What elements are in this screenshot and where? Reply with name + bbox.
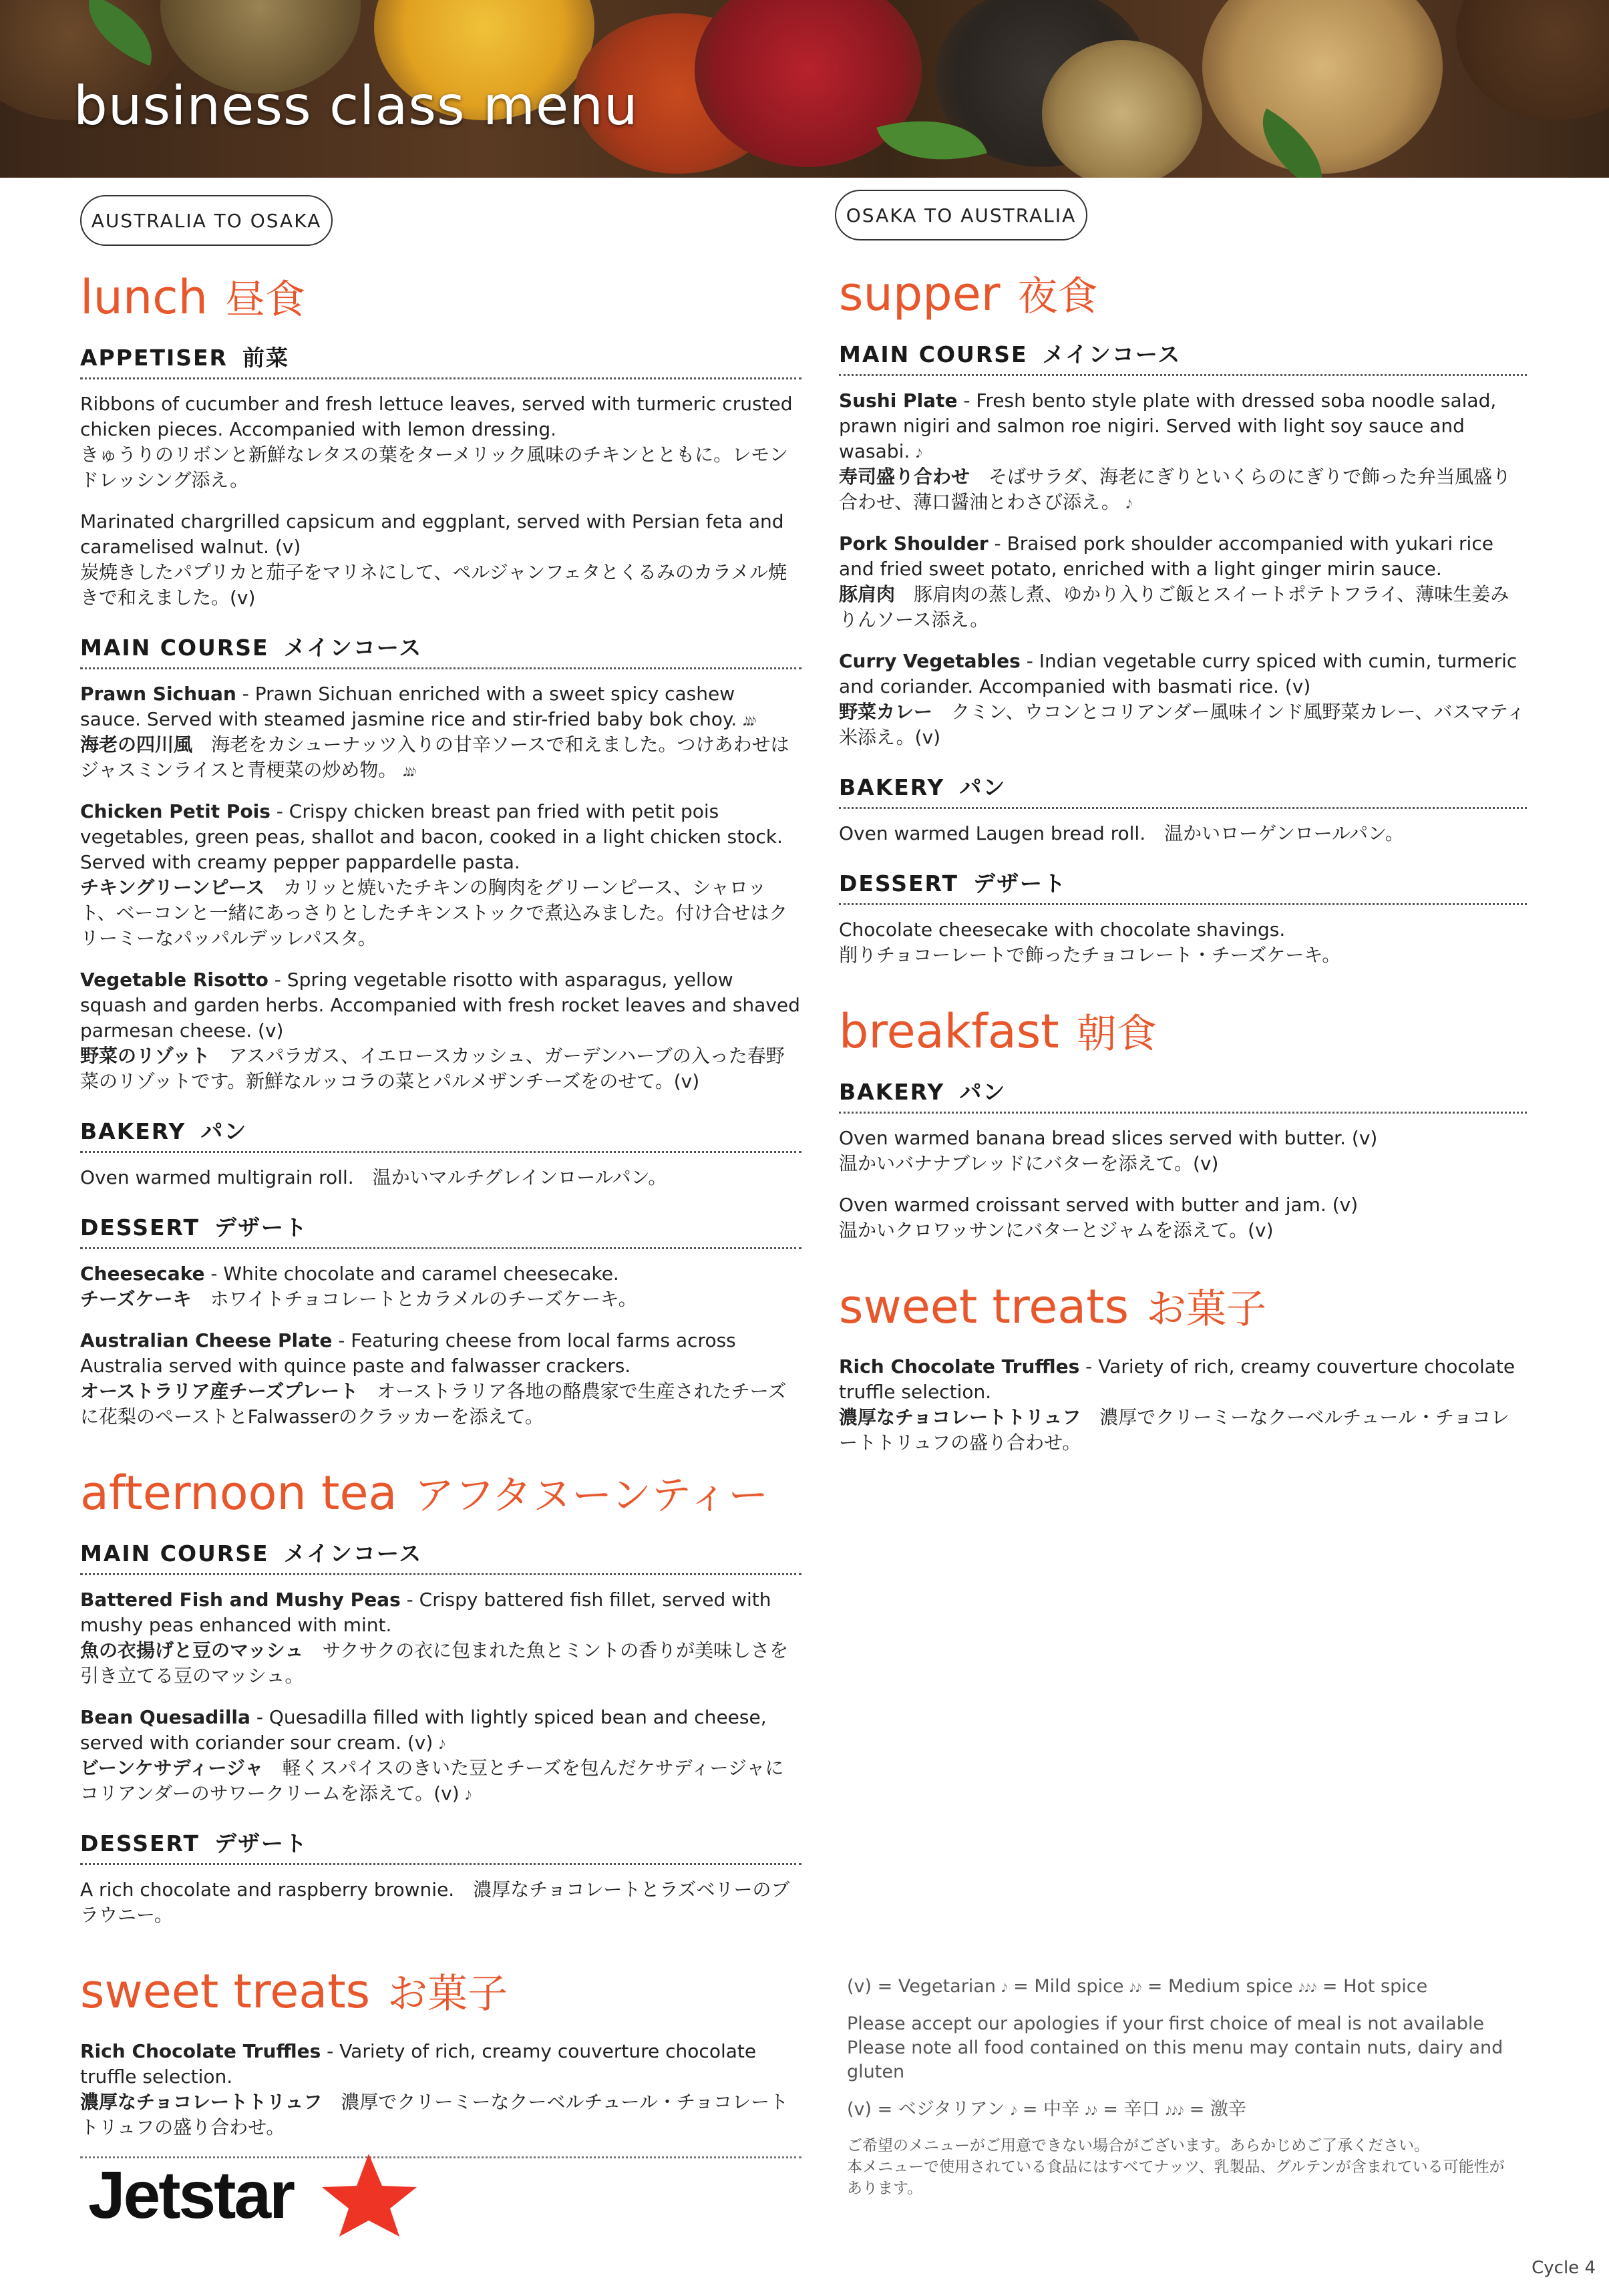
item-name-jp: 濃厚なチョコレートトリュフ	[80, 2091, 323, 2113]
item-name: Curry Vegetables	[839, 650, 1021, 672]
legend-spice-key-jp: (v) = ベジタリアン 𝆕 = 中辛 𝆕𝆕 = 辛口 𝆕𝆕𝆕 = 激辛	[847, 2099, 1246, 2120]
meal-title: sweet treats	[839, 1279, 1129, 1334]
menu-item	[839, 917, 1527, 968]
item-description-jp: カリッと焼いたチキンの胸肉をグリーンピース、シャロット、ベーコンと一緒にあっさりとしたチキンストックで煮込みました。付け合せはクリーミーなパッパルデッレパスタ。	[80, 876, 788, 949]
item-description: Braised pork shoulder accompanied with yukari rice and fried sweet potato, enriched with a light ginger mirin sauce.	[839, 532, 1493, 580]
menu-item: Battered Fish and Mushy Peas - Crispy battered fish fillet, served with mushy peas enhanced with mint. 魚の衣揚げと豆のマッシュ サクサクの衣に包まれた魚とミントの香りが美味しさを引き立てる豆のマッシュ。	[80, 1589, 789, 1687]
item-description: Oven warmed banana bread slices served with butter. (v)	[839, 1127, 1378, 1149]
item-description: A rich chocolate and raspberry brownie.	[80, 1878, 455, 1901]
category-label-jp: デザート	[972, 870, 1067, 896]
star-icon	[322, 2154, 417, 2237]
item-name: Sushi Plate	[839, 389, 958, 412]
meal-lunch	[80, 270, 801, 1430]
item-name-jp: 寿司盛り合わせ	[839, 466, 970, 488]
category-bakery	[839, 1075, 1527, 1114]
legend-apology: Please accept our apologies if your first choice of meal is not available	[847, 2013, 1485, 2034]
menu-item: Rich Chocolate Truffles - Variety of rich, creamy couverture chocolate truffle selection. 濃厚なチョコレートトリュフ 濃厚でクリーミーなクーベルチュール・チョコレートトリュフの盛り合わせ。	[839, 1355, 1515, 1454]
category-dessert	[80, 1826, 801, 1865]
item-description-jp: きゅうりのリボンと新鮮なレタスの葉をターメリック風味のチキンとともに。レモンドレッシング添え。	[80, 444, 789, 491]
jetstar-logo-graphic	[88, 2144, 435, 2238]
item-description: Prawn Sichuan enriched with a sweet spicy cashew sauce. Served with steamed jasmine rice and stir-fried baby bok choy.	[80, 683, 737, 730]
item-description: Oven warmed multigrain roll.	[80, 1166, 354, 1188]
meal-title: sweet treats	[80, 1964, 371, 2019]
item-description: Oven warmed Laugen bread roll.	[839, 822, 1146, 844]
item-description-jp: 温かいバナナブレッドにバターを添えて。(v)	[839, 1152, 1219, 1174]
right-column	[839, 267, 1527, 1472]
spice-icon: 𝆕	[465, 1782, 469, 1804]
item-description-jp: 濃厚なチョコレートとラズベリーのブラウニー。	[80, 1878, 790, 1926]
menu-item: Sushi Plate - Fresh bento style plate with dressed soba noodle salad, prawn nigiri and salmon roe nigiri. Served with light soy sauce and wasabi. 𝆕 寿司盛り合わせ そばサラダ、海老にぎりといくらのにぎりで飾った弁当風盛り合わせ、薄口醤油とわさび添え。 𝆕	[839, 389, 1511, 513]
legend-spice-key: (v) = Vegetarian 𝆕 = Mild spice 𝆕𝆕 = Medium spice 𝆕𝆕𝆕 = Hot spice	[847, 1976, 1428, 1997]
menu-item: Cheesecake - White chocolate and caramel cheesecake. チーズケーキ ホワイトチョコレートとカラメルのチーズケーキ。	[80, 1263, 637, 1310]
item-description: Oven warmed croissant served with butter and jam. (v)	[839, 1194, 1359, 1216]
item-description: Quesadilla filled with lightly spiced bean and cheese, served with coriander sour cream. (v)	[80, 1706, 767, 1754]
left-column	[80, 270, 801, 2158]
category-label-jp: メインコース	[283, 1540, 423, 1567]
category-dessert	[839, 866, 1527, 905]
menu-item	[839, 821, 1527, 846]
menu-item: Pork Shoulder - Braised pork shoulder accompanied with yukari rice and fried sweet potato, enriched with a light ginger mirin sauce. 豚肩肉 豚肩肉の蒸し煮、ゆかり入りご飯とスイートポテトフライ、薄味生姜みりんソース添え。	[839, 532, 1509, 631]
legend-allergy: Please note all food contained on this menu may contain nuts, dairy and gluten	[847, 2037, 1503, 2082]
item-description: Featuring cheese from local farms across Australia served with quince paste and falwasser crackers.	[80, 1329, 736, 1377]
item-description: Crispy chicken breast pan fried with petit pois vegetables, green peas, shallot and bacon, cooked in a light chicken stock. Served with creamy pepper pappardelle pasta.	[80, 800, 783, 873]
item-name-jp: 豚肩肉	[839, 583, 896, 605]
meal-title: breakfast	[839, 1004, 1059, 1059]
item-name-jp: オーストラリア産チーズプレート	[80, 1380, 359, 1402]
menu-item	[80, 1877, 801, 1928]
cycle-label: Cycle 4	[1532, 2258, 1596, 2278]
menu-item: Chicken Petit Pois - Crispy chicken breast pan fried with petit pois vegetables, green peas, shallot and bacon, cooked in a light chicken stock. Served with creamy pepper pappardelle pasta. チキングリーンピース カリッと焼いたチキンの胸肉をグリーンピース、シャロット、ベーコンと一緒にあっさりとしたチキンストックで煮込みました。付け合せはクリーミーなパッパルデッレパスタ。	[80, 800, 788, 949]
legend	[847, 1975, 1515, 2212]
item-name-jp: チキングリーンピース	[80, 876, 265, 898]
item-description: Variety of rich, creamy couverture chocolate truffle selection.	[839, 1355, 1515, 1403]
meal-title: afternoon tea	[80, 1466, 397, 1520]
category-appetiser	[80, 341, 801, 379]
category-label: MAIN COURSE	[80, 1540, 269, 1567]
item-description-jp: 温かいマルチグレインロールパン。	[372, 1166, 667, 1188]
item-description: Chocolate cheesecake with chocolate shavings.	[839, 919, 1286, 941]
category-main-course	[80, 631, 801, 669]
item-description-jp: 削りチョコーレートで飾ったチョコレート・チーズケーキ。	[839, 944, 1341, 966]
item-description-jp: 濃厚でクリーミーなクーベルチュール・チョコレートトリュフの盛り合わせ。	[839, 1406, 1510, 1454]
menu-item	[839, 1126, 1527, 1176]
category-label: BAKERY	[839, 1079, 945, 1105]
category-label-jp: パン	[200, 1118, 248, 1144]
item-name: Chicken Petit Pois	[80, 800, 271, 822]
category-label: BAKERY	[839, 774, 945, 800]
item-description: Marinated chargrilled capsicum and eggplant, served with Persian feta and caramelised walnut. (v)	[80, 510, 784, 558]
item-name: Battered Fish and Mushy Peas	[80, 1589, 401, 1611]
meal-sweet-treats	[80, 1964, 801, 2158]
menu-item	[80, 391, 801, 493]
category-bakery	[839, 770, 1527, 809]
menu-item: Rich Chocolate Truffles - Variety of rich, creamy couverture chocolate truffle selection. 濃厚なチョコレートトリュフ 濃厚でクリーミーなクーベルチュール・チョコレートトリュフの盛り合わせ。	[80, 2040, 789, 2138]
category-label: BAKERY	[80, 1118, 186, 1144]
category-bakery	[80, 1114, 801, 1153]
item-description: White chocolate and caramel cheesecake.	[223, 1263, 619, 1285]
spice-icon: 𝆕	[916, 440, 920, 462]
menu-item: Curry Vegetables - Indian vegetable curry spiced with cumin, turmeric and coriander. Accompanied with basmati rice. (v) 野菜カレー クミン、ウコンとコリアンダー風味インド風野菜カレー、バスマティ米添え。(v)	[839, 650, 1526, 748]
category-label-jp: 前菜	[242, 345, 289, 371]
meal-title-jp: 昼食	[225, 277, 306, 323]
item-description-jp: 濃厚でクリーミーなクーベルチュール・チョコレートトリュフの盛り合わせ。	[80, 2091, 789, 2138]
jetstar-logo	[88, 2144, 435, 2241]
item-description-jp: 温かいクロワッサンにバターとジャムを添えて。(v)	[839, 1219, 1274, 1241]
item-name-jp: 海老の四川風	[80, 733, 193, 756]
menu-item	[80, 1165, 801, 1190]
spice-icon: 𝆕	[439, 1732, 443, 1754]
meal-afternoon-tea	[80, 1466, 801, 1928]
category-dessert	[80, 1210, 801, 1249]
item-description: Spring vegetable risotto with asparagus, yellow squash and garden herbs. Accompanied with fresh rocket leaves and shaved parmesan cheese. (v)	[80, 969, 800, 1041]
meal-supper	[839, 267, 1527, 968]
item-description-jp: 海老をカシューナッツ入りの甘辛ソースで和えました。つけあわせはジャスミンライスと青梗菜の炒め物。	[80, 733, 789, 781]
item-description-jp: 軽くスパイスのきいた豆とチーズを包んだケサディージャにコリアンダーのサワークリームを添えて。(v)	[80, 1757, 784, 1804]
route-osaka-to-australia	[835, 190, 1087, 240]
category-label-jp: デザート	[214, 1214, 308, 1241]
item-name: Rich Chocolate Truffles	[80, 2040, 321, 2062]
meal-title-jp: お菓子	[1146, 1286, 1267, 1333]
item-name: Bean Quesadilla	[80, 1706, 250, 1728]
menu-item: Vegetable Risotto - Spring vegetable risotto with asparagus, yellow squash and garden herbs. Accompanied with fresh rocket leaves and shaved parmesan cheese. (v) 野菜のリゾット アスパラガス、イエロースカッシュ、ガーデンハーブの入った春野菜のリゾットです。新鮮なルッコラの菜とパルメザンチーズをのせて。(v)	[80, 969, 800, 1092]
item-description-jp: 炭焼きしたパプリカと茄子をマリネにして、ペルジャンフェタとくるみのカラメル焼きで和えました。(v)	[80, 561, 787, 609]
menu-item	[80, 509, 801, 611]
route-label: AUSTRALIA TO OSAKA	[91, 209, 322, 232]
category-label-jp: メインコース	[283, 635, 423, 661]
legend-apology-jp: ご希望のメニューがご用意できない場合がございます。あらかじめご了承ください。	[847, 2137, 1430, 2154]
item-description-jp: サクサクの衣に包まれた魚とミントの香りが美味しさを引き立てる豆のマッシュ。	[80, 1639, 789, 1687]
item-name: Rich Chocolate Truffles	[839, 1355, 1080, 1377]
category-label-jp: パン	[959, 774, 1007, 800]
item-name: Pork Shoulder	[839, 532, 989, 554]
item-name-jp: 野菜カレー	[839, 701, 933, 723]
item-description: Crispy battered fish fillet, served with mushy peas enhanced with mint.	[80, 1589, 771, 1636]
category-label: APPETISER	[80, 345, 228, 371]
category-label-jp: パン	[959, 1079, 1007, 1105]
legend-allergy-jp: 本メニューで使用されている食品にはすべてナッツ、乳製品、グルテンが含まれている可能性があります。	[847, 2158, 1505, 2197]
category-label: DESSERT	[839, 870, 958, 896]
route-label: OSAKA TO AUSTRALIA	[846, 204, 1077, 226]
item-name-jp: チーズケーキ	[80, 1288, 192, 1310]
category-label: DESSERT	[80, 1830, 200, 1856]
item-name: Prawn Sichuan	[80, 683, 236, 705]
spice-icon: 𝆕	[1125, 491, 1130, 513]
item-description-jp: 温かいローゲンロールパン。	[1164, 822, 1404, 844]
meal-title-jp: アフタヌーンティー	[414, 1472, 769, 1519]
menu-item: Prawn Sichuan - Prawn Sichuan enriched with a sweet spicy cashew sauce. Served with steamed jasmine rice and stir-fried baby bok choy. 𝆕𝆕𝆕 海老の四川風 海老をカシューナッツ入りの甘辛ソースで和えました。つけあわせはジャスミンライスと青梗菜の炒め物。 𝆕𝆕𝆕	[80, 683, 789, 781]
category-main-course	[839, 337, 1527, 376]
item-name-jp: 魚の衣揚げと豆のマッシュ	[80, 1639, 304, 1661]
item-description-jp: 豚肩肉の蒸し煮、ゆかり入りご飯とスイートポテトフライ、薄味生姜みりんソース添え。	[839, 583, 1509, 631]
menu-item: Australian Cheese Plate - Featuring cheese from local farms across Australia served with quince paste and falwasser crackers. オーストラリア産チーズプレート オーストラリア各地の酪農家で生産されたチーズに花梨のペーストとFalwasserのクラッカーを添えて。	[80, 1329, 787, 1428]
item-description-jp: そばサラダ、海老にぎりといくらのにぎりで飾った弁当風盛り合わせ、薄口醤油とわさび添え。	[839, 466, 1511, 513]
item-description: Variety of rich, creamy couverture chocolate truffle selection.	[80, 2040, 757, 2088]
item-name: Cheesecake	[80, 1263, 205, 1285]
meal-sweet-treats	[839, 1279, 1527, 1456]
item-description-jp: アスパラガス、イエロースカッシュ、ガーデンハーブの入った春野菜のリゾットです。新鮮なルッコラの菜とパルメザンチーズをのせて。(v)	[80, 1045, 785, 1092]
item-name-jp: 野菜のリゾット	[80, 1045, 210, 1067]
logo-wordmark: Jetstar	[88, 2158, 293, 2233]
item-description: Ribbons of cucumber and fresh lettuce leaves, served with turmeric crusted chicken pieces. Accompanied with lemon dressing.	[80, 393, 793, 440]
category-main-course	[80, 1536, 801, 1575]
page-title: business class menu	[73, 75, 639, 137]
header-banner	[0, 0, 1609, 178]
category-label: DESSERT	[80, 1214, 200, 1241]
category-label-jp: メインコース	[1042, 341, 1182, 367]
meal-title-jp: お菓子	[387, 1971, 508, 2017]
meal-title-jp: 朝食	[1076, 1011, 1157, 1057]
item-name: Australian Cheese Plate	[80, 1329, 333, 1351]
category-label-jp: デザート	[214, 1830, 308, 1856]
category-label: MAIN COURSE	[839, 341, 1028, 367]
meal-title: lunch	[80, 270, 208, 325]
meal-title-jp: 夜食	[1017, 273, 1098, 320]
item-name: Vegetable Risotto	[80, 969, 269, 991]
item-description-jp: ホワイトチョコレートとカラメルのチーズケーキ。	[210, 1288, 637, 1310]
meal-breakfast	[839, 1004, 1527, 1243]
spice-icon: 𝆕𝆕𝆕	[403, 759, 414, 781]
category-label: MAIN COURSE	[80, 635, 269, 661]
item-name-jp: 濃厚なチョコレートトリュフ	[839, 1406, 1081, 1428]
item-name-jp: ビーンケサディージャ	[80, 1757, 264, 1779]
item-description: Fresh bento style plate with dressed soba noodle salad, prawn nigiri and salmon roe nigiri. Served with light soy sauce and wasabi.	[839, 389, 1497, 462]
item-description-jp: クミン、ウコンとコリアンダー風味インド風野菜カレー、バスマティ米添え。(v)	[839, 701, 1526, 748]
item-description: Indian vegetable curry spiced with cumin, turmeric and coriander. Accompanied with basmati rice. (v)	[839, 650, 1517, 697]
menu-item: Bean Quesadilla - Quesadilla filled with lightly spiced bean and cheese, served with coriander sour cream. (v) 𝆕 ビーンケサディージャ 軽くスパイスのきいた豆とチーズを包んだケサディージャにコリアンダーのサワークリームを添えて。(v) 𝆕	[80, 1706, 784, 1804]
spice-icon: 𝆕𝆕𝆕	[743, 708, 754, 730]
menu-item	[839, 1192, 1527, 1243]
route-australia-to-osaka	[80, 195, 333, 246]
item-description-jp: オーストラリア各地の酪農家で生産されたチーズに花梨のペーストとFalwasserのクラッカーを添えて。	[80, 1380, 787, 1428]
meal-title: supper	[839, 267, 1001, 321]
